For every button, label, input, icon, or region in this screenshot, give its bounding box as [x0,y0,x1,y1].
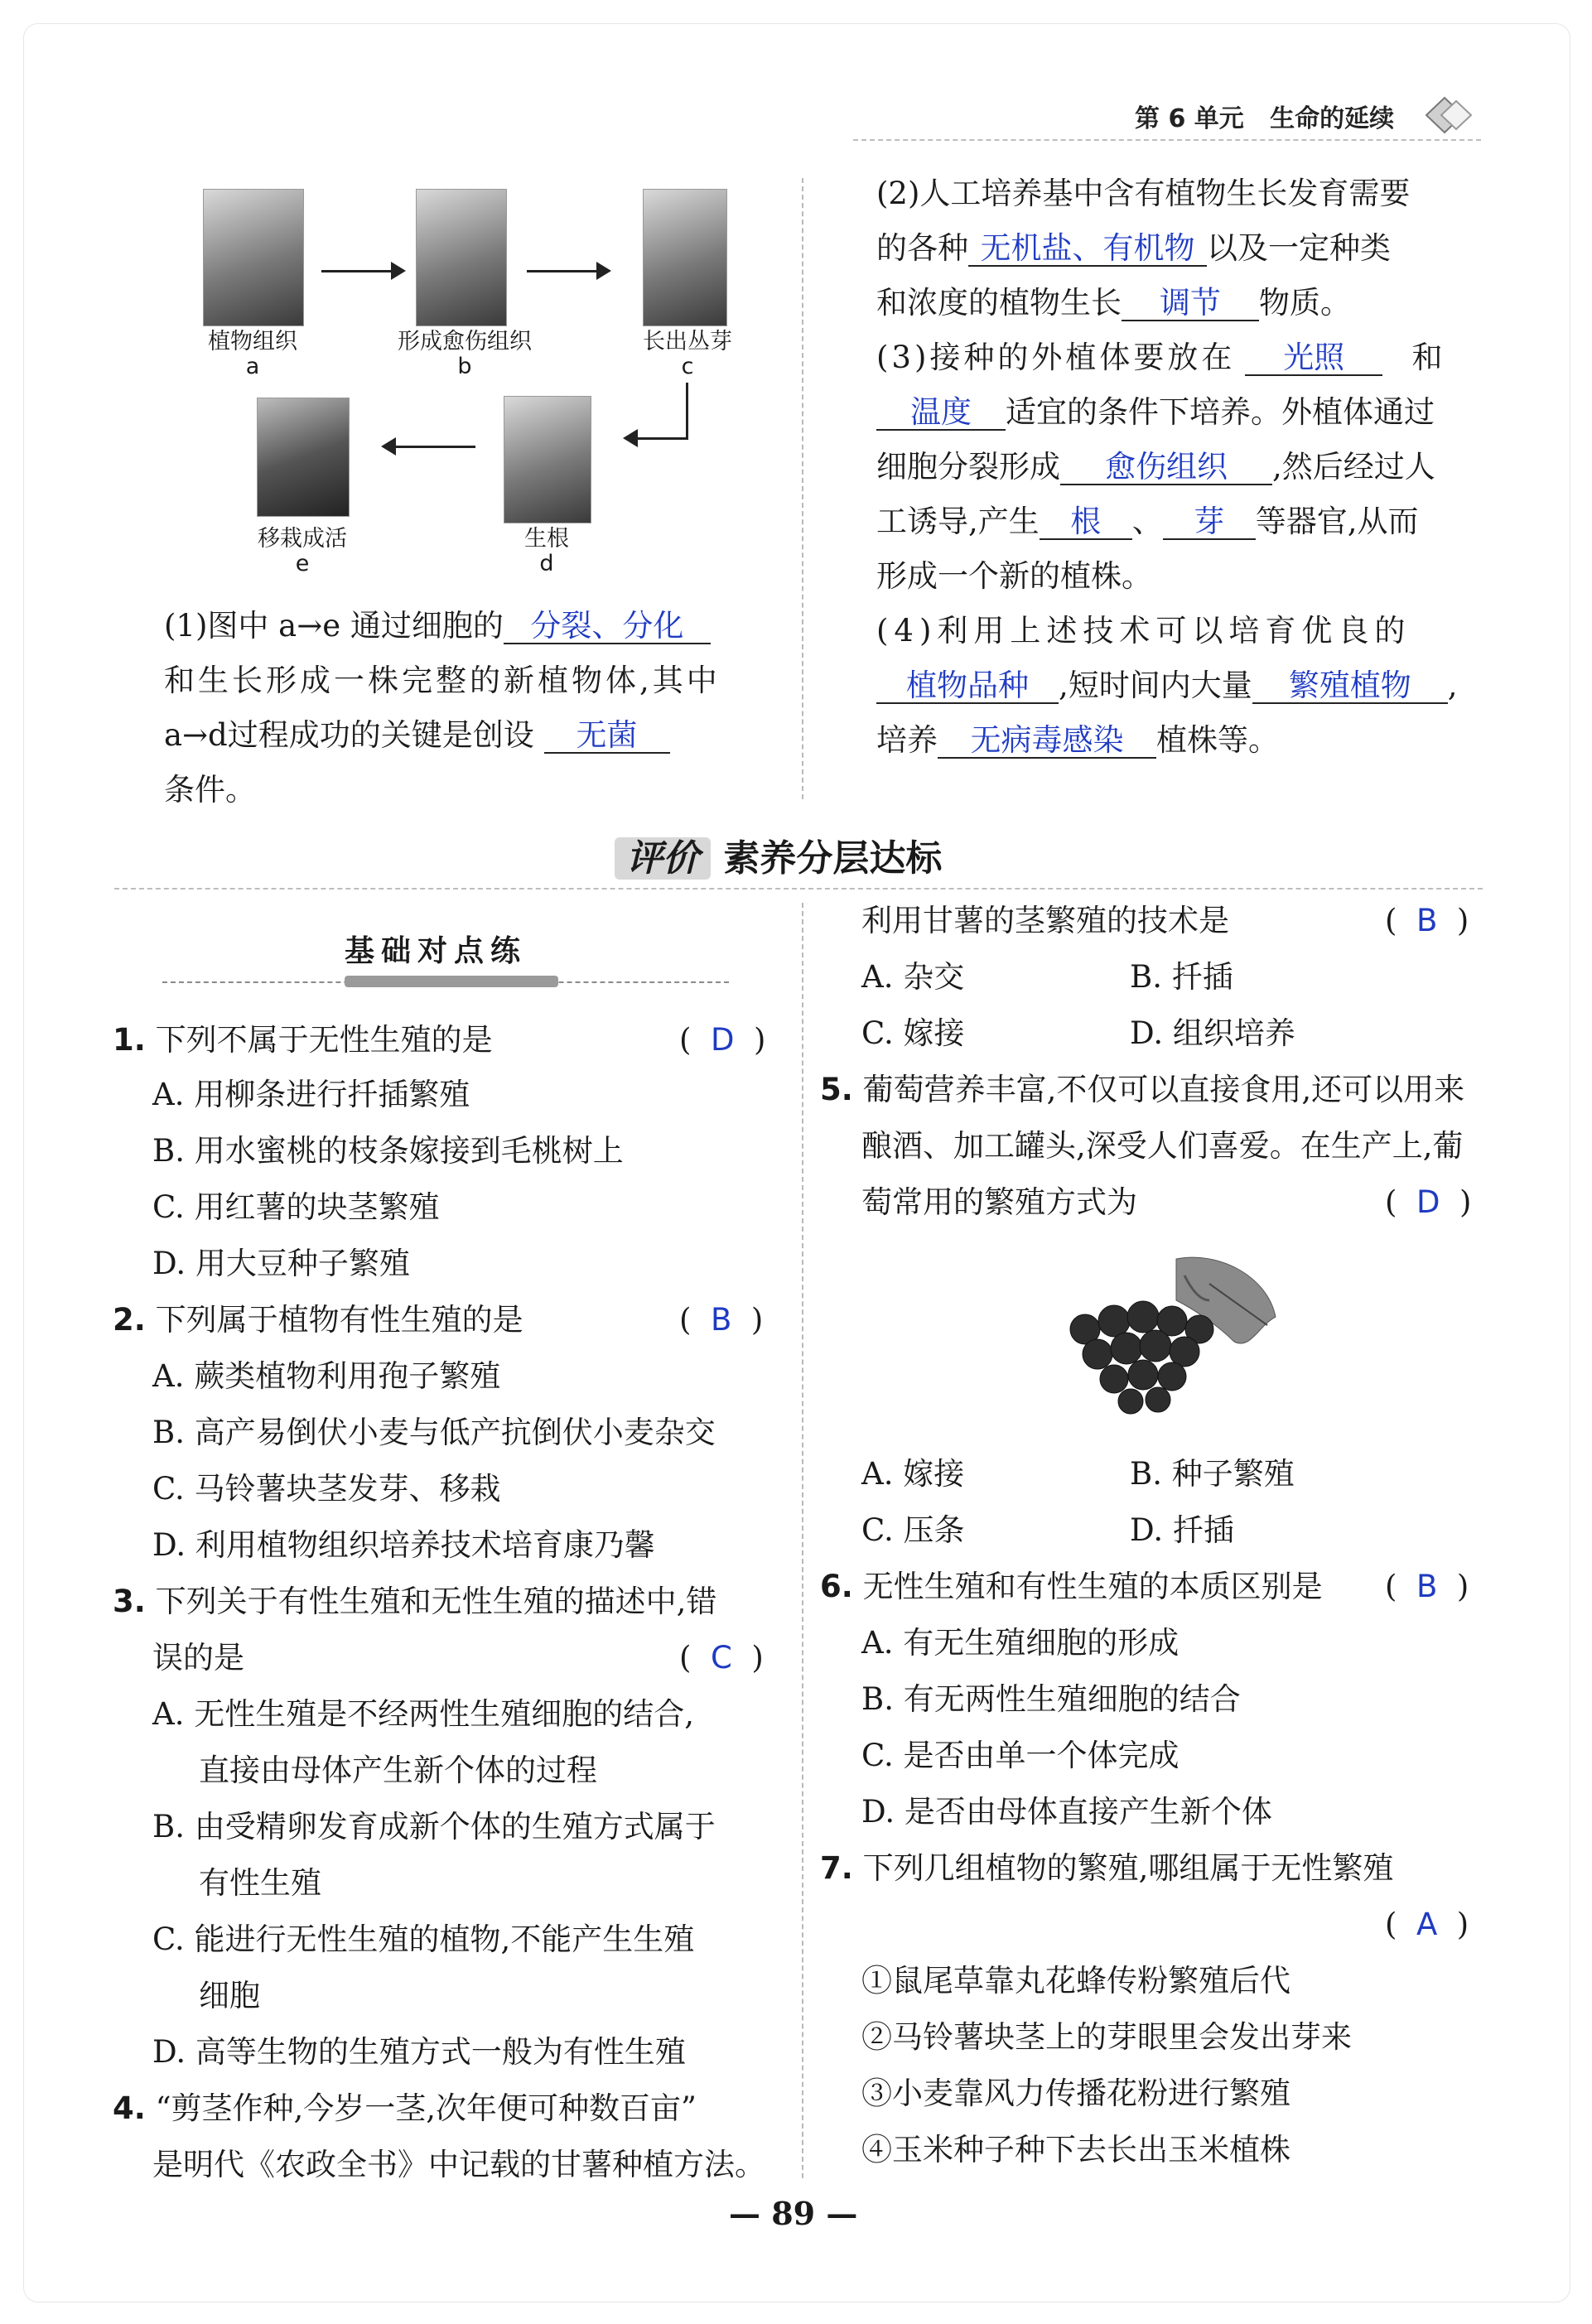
q3-blank-5 [1163,505,1256,540]
q1-blank-1 [504,610,711,644]
q4-text-4: 植株等。 [1156,722,1279,758]
arrowhead-a-b [391,262,408,280]
q7-stem-text: 下列几组植物的繁殖,哪组属于无性繁殖 [862,1850,1394,1886]
arrow-d-e [396,446,475,448]
photo-plant-tissue [203,189,304,326]
q3-line3 [876,446,1435,489]
q3-number: 3. [113,1584,146,1619]
photo-shoots [643,189,727,326]
q3-answer-bracket: ( C ) [679,1640,764,1675]
column-divider-bottom [802,903,803,2178]
q4-answer-3: 无病毒感染 [970,722,1124,758]
q4-option-b: B. 扦插 [1130,959,1233,995]
q3-option-d: D. 高等生物的生殖方式一般为有性生殖 [152,2034,686,2070]
caption-a-label: 植物组织 [208,329,297,354]
q6-option-a: A. 有无生殖细胞的形成 [861,1625,1180,1661]
q3-option-a-1: A. 无性生殖是不经两性生殖细胞的结合, [152,1696,695,1732]
subsection-bar [345,976,558,987]
q2-answer-1: 无机盐、有机物 [980,230,1195,266]
arrowhead-d-e [381,437,398,456]
q2-line1: (2)人工培养基中含有植物生长发育需要 [876,176,1411,211]
q3-text-5: ,然后经过人 [1272,449,1435,485]
q1-line2: 和生长形成一株完整的新植物体,其中 [164,663,721,698]
q2-option-a: A. 蕨类植物利用孢子繁殖 [152,1358,501,1394]
q2-blank-2 [1122,287,1259,321]
q3-blank-1 [1245,341,1382,376]
caption-c [613,330,762,379]
q6-option-b: B. 有无两性生殖细胞的结合 [861,1681,1241,1717]
photo-transplant [257,398,350,517]
q7-item-2: ②马铃薯块茎上的芽眼里会发出芽来 [861,2019,1352,2055]
q2-option-d: D. 利用植物组织培养技术培育康乃馨 [152,1527,655,1563]
q2-stem [113,1299,523,1342]
q1-option-c: C. 用红薯的块茎繁殖 [152,1189,440,1225]
arrow-b-c [527,270,601,272]
q3-choice: C [710,1640,732,1675]
q3-blank-3 [1060,451,1272,485]
caption-d-letter: d [539,551,554,576]
q4-stem-3: 利用甘薯的茎繁殖的技术是 [861,903,1229,938]
q3-text-7: 等器官,从而 [1255,504,1419,539]
q1-number: 1. [113,1022,146,1058]
q5-option-d: D. 扦插 [1130,1512,1234,1548]
caption-e-label: 移栽成活 [258,526,347,552]
header-diamond-icon [1423,94,1481,136]
q3-line1 [876,336,1442,379]
photo-callus [416,189,507,326]
caption-c-label: 长出丛芽 [643,329,732,354]
q5-option-a: A. 嫁接 [861,1456,965,1492]
q3-line4 [876,500,1419,543]
arrow-c-d-horizontal [638,437,688,440]
q1-stem [113,1019,493,1062]
q1-option-b: B. 用水蜜桃的枝条嫁接到毛桃树上 [152,1133,624,1169]
q3-stem-text: 下列关于有性生殖和无性生殖的描述中,错 [155,1584,717,1619]
q5-stem-3: 萄常用的繁殖方式为 [861,1184,1137,1220]
caption-d [464,527,630,576]
section-rule [114,888,1483,890]
q4-answer-2: 繁殖植物 [1288,668,1411,703]
q2-blank-1 [968,232,1207,267]
q4-stem-2: 是明代《农政全书》中记载的甘薯种植方法。 [152,2147,765,2182]
q1-answer-2: 无菌 [576,717,638,753]
q5-stem-text: 葡萄营养丰富,不仅可以直接食用,还可以用来 [862,1072,1465,1107]
q1-line1 [164,605,711,648]
q7-item-3: ③小麦靠风力传播花粉进行繁殖 [861,2076,1290,2111]
caption-a [170,330,335,379]
q3-option-c-1: C. 能进行无性生殖的植物,不能产生生殖 [152,1921,695,1957]
unit-number: 第 6 单元 [1135,104,1244,133]
q3-text-6: 工诱导,产生 [876,504,1040,539]
q4-line3 [876,719,1279,762]
q5-stem-2: 酿酒、加工罐头,深受人们喜爱。在生产上,葡 [861,1128,1464,1164]
q1-option-a: A. 用柳条进行扦插繁殖 [152,1077,470,1112]
q4-option-a: A. 杂交 [861,959,965,995]
q7-answer-bracket: ( A ) [1385,1907,1469,1942]
q5-choice: D [1416,1184,1440,1220]
q3-option-b-2: 有性生殖 [199,1865,321,1901]
q4-text: ,短时间内大量 [1059,668,1252,703]
caption-c-letter: c [681,354,694,379]
q3-answer-3: 愈伤组织 [1105,449,1228,485]
caption-d-label: 生根 [524,526,569,552]
q7-stem [820,1847,1393,1890]
q4-answer-1: 植物品种 [906,668,1029,703]
q6-number: 6. [820,1569,853,1604]
q2-line2 [876,227,1391,270]
caption-b-letter: b [457,354,472,379]
section-badge: 评价 [615,837,711,880]
q3-answer-2: 温度 [910,394,972,430]
caption-a-letter: a [245,354,260,379]
q2-option-b: B. 高产易倒伏小麦与低产抗倒伏小麦杂交 [152,1415,716,1450]
q3-text: (3)接种的外植体要放在 [876,340,1236,375]
subsection-title: 基础对点练 [345,934,528,968]
q3-option-b-1: B. 由受精卵发育成新个体的生殖方式属于 [152,1809,716,1844]
q2-answer-2: 调节 [1160,285,1221,321]
q4-blank-2 [1252,669,1448,704]
q5-stem [820,1068,1464,1111]
q3-answer-1: 光照 [1283,340,1345,375]
q3-answer-5: 芽 [1194,504,1225,539]
q1-line4: 条件。 [164,772,256,808]
q2-stem-text: 下列属于植物有性生殖的是 [155,1302,523,1338]
q5-option-c: C. 压条 [861,1512,965,1548]
q6-stem [820,1565,1323,1608]
arrowhead-c-d [623,429,639,447]
q1-option-d: D. 用大豆种子繁殖 [152,1246,410,1281]
section-heading: 素养分层达标 [723,837,943,880]
q3-separator: 、 [1131,504,1163,539]
q4-option-c: C. 嫁接 [861,1015,965,1051]
q2-text: 的各种 [876,230,968,266]
q3-blank-4 [1040,505,1132,540]
q5-number: 5. [820,1072,853,1107]
caption-b [369,330,560,379]
header-rule [853,139,1481,141]
q5-option-b: B. 种子繁殖 [1130,1456,1295,1492]
q3-stem [113,1580,716,1623]
q3-option-c-2: 细胞 [199,1978,260,2013]
q3-text-4: 细胞分裂形成 [876,449,1060,485]
arrow-a-b [321,270,396,272]
q2-choice: B [710,1302,732,1338]
q4-line2 [876,664,1458,707]
q6-choice: B [1416,1569,1438,1604]
q2-text-4: 物质。 [1259,285,1351,321]
q7-number: 7. [820,1850,853,1886]
q2-text-3: 和浓度的植物生长 [876,285,1122,321]
grapes-image [1052,1251,1292,1425]
q3-text-3: 适宜的条件下培养。外植体通过 [1006,394,1435,430]
q1-text: (1)图中 a→e 通过细胞的 [164,608,504,644]
q6-option-d: D. 是否由母体直接产生新个体 [861,1794,1272,1830]
q4-text-3: 培养 [876,722,938,758]
q4-stem-text: “剪茎作种,今岁一茎,次年便可种数百亩” [155,2090,697,2126]
q5-answer-bracket: ( D ) [1385,1184,1472,1220]
q1-line3 [164,714,670,757]
q3-answer-4: 根 [1070,504,1102,539]
q3-stem-2: 误的是 [152,1640,244,1675]
q1-answer-1: 分裂、分化 [530,608,684,644]
q4-text-2: , [1447,668,1458,703]
unit-title: 生命的延续 [1270,104,1395,133]
q7-item-4: ④玉米种子种下去长出玉米植株 [861,2132,1290,2167]
column-divider-top [802,178,803,799]
q4-blank-3 [938,724,1156,759]
q7-choice: A [1416,1907,1438,1942]
q2-option-c: C. 马铃薯块茎发芽、移栽 [152,1471,501,1507]
q1-choice: D [710,1022,735,1058]
q2-number: 2. [113,1302,146,1338]
photo-rooting [504,396,591,523]
q1-text-2: a→d过程成功的关键是创设 [164,717,534,753]
q4-option-d: D. 组织培养 [1130,1015,1295,1051]
q2-text-2: 以及一定种类 [1207,230,1391,266]
q3-text-2: 和 [1411,340,1443,375]
caption-e [220,527,385,576]
q4-number: 4. [113,2090,146,2126]
q6-option-c: C. 是否由单一个体完成 [861,1738,1180,1773]
arrow-c-d-vertical [686,383,688,439]
q7-item-1: ①鼠尾草靠丸花蜂传粉繁殖后代 [861,1963,1290,1999]
q4-answer-bracket: ( B ) [1385,903,1469,938]
section-title [615,828,942,881]
q1-blank-2 [544,719,670,754]
q6-stem-text: 无性生殖和有性生殖的本质区别是 [862,1569,1323,1604]
caption-b-label: 形成愈伤组织 [398,329,532,354]
q4-stem [113,2087,697,2130]
q4-blank-1 [876,669,1059,704]
q3-line2 [876,391,1435,434]
unit-header [1135,98,1394,134]
caption-e-letter: e [295,551,310,576]
q3-blank-2 [876,396,1006,431]
q4-line1: (4)利用上述技术可以培育优良的 [876,613,1411,649]
q2-line3 [876,282,1351,325]
page-number: — 89 — [729,2195,858,2232]
q2-answer-bracket: ( B ) [679,1302,764,1338]
q3-line5: 形成一个新的植株。 [876,558,1152,594]
arrowhead-b-c [596,262,613,280]
q3-option-a-2: 直接由母体产生新个体的过程 [199,1753,597,1788]
q4-choice: B [1416,903,1438,938]
q1-answer-bracket: ( D ) [679,1022,766,1058]
q6-answer-bracket: ( B ) [1385,1569,1469,1604]
q1-stem-text: 下列不属于无性生殖的是 [155,1022,493,1058]
